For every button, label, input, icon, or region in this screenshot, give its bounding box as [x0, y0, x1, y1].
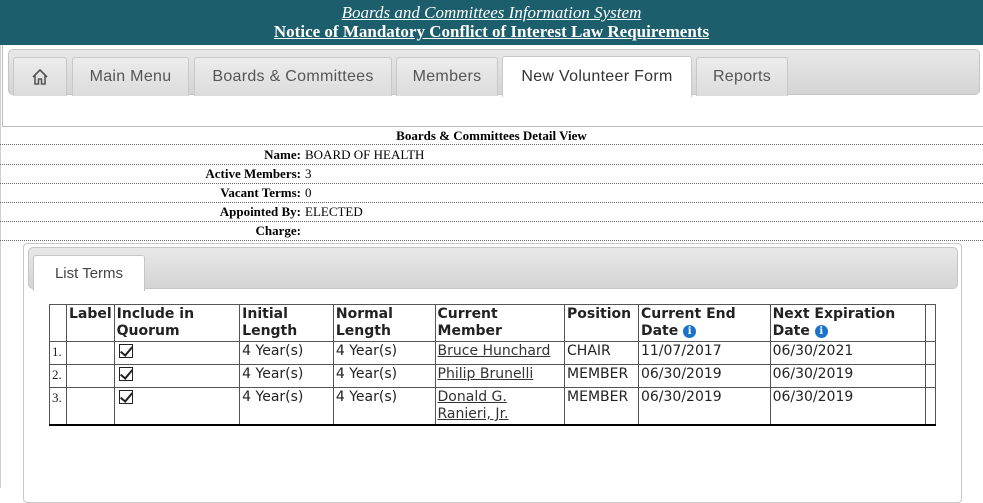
tab-list-terms[interactable]: List Terms	[33, 255, 145, 291]
field-value: ELECTED	[305, 204, 363, 219]
member-link[interactable]: Bruce Hunchard	[437, 343, 551, 359]
col-normal-length: Normal Length	[333, 305, 435, 342]
col-spacer	[925, 305, 935, 342]
row-spacer	[925, 388, 935, 426]
row-label	[66, 342, 114, 365]
table-row	[50, 388, 936, 426]
detail-row-name	[0, 146, 983, 165]
col-include-in-quorum: Include in Quorum	[114, 305, 240, 342]
detail-row-active-members	[0, 165, 983, 184]
terms-table	[49, 304, 936, 426]
row-current-end-date: 06/30/2019	[638, 365, 770, 388]
col-initial-length: Initial Length	[240, 305, 334, 342]
member-link[interactable]: Philip Brunelli	[437, 366, 534, 382]
col-position: Position	[565, 305, 639, 342]
row-next-expiration: 06/30/2021	[770, 342, 925, 365]
table-row	[50, 342, 936, 365]
checkbox-checked-icon[interactable]	[119, 344, 133, 358]
nav-container	[2, 45, 983, 127]
detail-row-appointed-by	[0, 203, 983, 222]
row-number: 1.	[50, 342, 67, 365]
col-current-member: Current Member	[435, 305, 565, 342]
row-number: 3.	[50, 388, 67, 426]
tab-new-volunteer-form[interactable]: New Volunteer Form	[502, 56, 692, 97]
member-link[interactable]: Donald G. Ranieri, Jr.	[437, 389, 509, 422]
row-spacer	[925, 342, 935, 365]
tab-reports[interactable]: Reports	[696, 57, 788, 96]
terms-panel-header	[28, 247, 958, 289]
detail-view-title: Boards & Committees Detail View	[0, 128, 983, 145]
checkbox-checked-icon[interactable]	[119, 367, 133, 381]
field-label: Active Members:	[205, 166, 301, 181]
checkbox-checked-icon[interactable]	[119, 390, 133, 404]
col-label: Label	[66, 305, 114, 342]
row-current-end-date: 11/07/2017	[638, 342, 770, 365]
row-normal-length: 4 Year(s)	[333, 365, 435, 388]
info-icon[interactable]: i	[815, 325, 828, 338]
row-position: MEMBER	[565, 388, 639, 426]
header-banner	[0, 0, 983, 45]
col-next-expiration-date-label: Next Expiration Date	[772, 306, 896, 339]
row-quorum	[114, 365, 240, 388]
row-spacer	[925, 365, 935, 388]
row-current-member	[435, 388, 565, 426]
detail-row-charge	[0, 222, 983, 241]
home-icon	[31, 68, 49, 86]
col-current-end-date-label: Current End Date	[640, 306, 736, 339]
row-initial-length: 4 Year(s)	[240, 342, 334, 365]
tab-members[interactable]: Members	[396, 57, 498, 96]
col-next-expiration-date	[770, 305, 925, 342]
row-next-expiration: 06/30/2019	[770, 365, 925, 388]
field-label: Charge:	[255, 223, 301, 238]
row-normal-length: 4 Year(s)	[333, 388, 435, 426]
row-number: 2.	[50, 365, 67, 388]
detail-row-vacant-terms	[0, 184, 983, 203]
row-current-member	[435, 365, 565, 388]
row-current-end-date: 06/30/2019	[638, 388, 770, 426]
row-position: CHAIR	[565, 342, 639, 365]
table-row	[50, 365, 936, 388]
row-normal-length: 4 Year(s)	[333, 342, 435, 365]
info-icon[interactable]: i	[683, 325, 696, 338]
row-initial-length: 4 Year(s)	[240, 365, 334, 388]
system-title[interactable]: Boards and Committees Information System	[341, 3, 642, 22]
row-quorum	[114, 342, 240, 365]
conflict-notice-link[interactable]: Notice of Mandatory Conflict of Interest Law Requirements	[273, 22, 710, 41]
col-number	[50, 305, 67, 342]
field-label: Name:	[264, 147, 301, 162]
field-label: Vacant Terms:	[220, 185, 301, 200]
tab-home[interactable]	[13, 57, 67, 96]
nav-bar	[8, 49, 980, 95]
tab-main-menu[interactable]: Main Menu	[72, 57, 189, 96]
row-initial-length: 4 Year(s)	[240, 388, 334, 426]
field-label: Appointed By:	[219, 204, 301, 219]
field-value: 3	[305, 166, 312, 181]
row-current-member	[435, 342, 565, 365]
row-label	[66, 365, 114, 388]
row-position: MEMBER	[565, 365, 639, 388]
field-value: 0	[305, 185, 312, 200]
row-next-expiration: 06/30/2019	[770, 388, 925, 426]
table-header-row	[50, 305, 936, 342]
field-value: BOARD OF HEALTH	[305, 147, 425, 162]
tab-boards-committees[interactable]: Boards & Committees	[194, 57, 392, 96]
col-current-end-date	[638, 305, 770, 342]
row-quorum	[114, 388, 240, 426]
row-label	[66, 388, 114, 426]
